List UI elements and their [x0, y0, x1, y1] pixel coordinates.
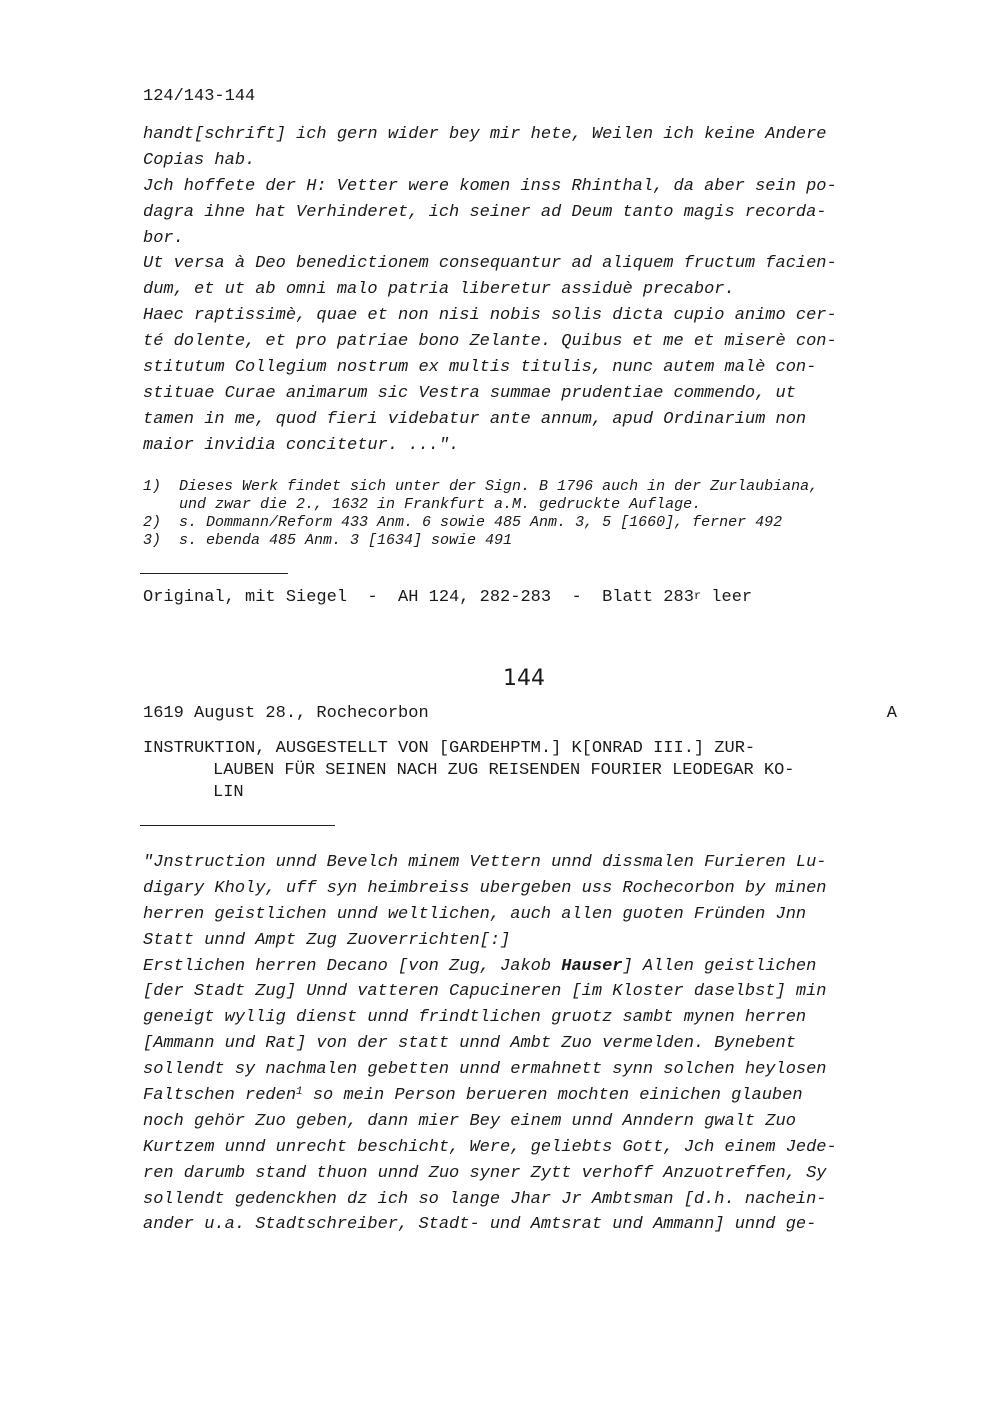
text-line: herren geistlichen unnd weltlichen, auch allen guoten Fründen Jnn [143, 904, 807, 924]
footnote-number: 1) [143, 478, 162, 495]
text-line: stitutum Collegium nostrum ex multis titulis, nunc autem malè con- [143, 358, 817, 378]
text-line: bor. [143, 228, 184, 248]
text-segment: Erstlichen herren Decano [von Zug, Jakob [143, 956, 562, 976]
text-line: dum, et ut ab omni malo patria liberetur assiduè precabor. [143, 280, 735, 300]
text-line: stituae Curae animarum sic Vestra summae prudentiae commendo, ut [143, 383, 796, 403]
footnote-number: 2) [143, 514, 162, 531]
text-segment: Faltschen reden [143, 1086, 297, 1106]
text-line: [Ammann und Rat] von der statt unnd Ambt Zuo vermelden. Bynebent [143, 1034, 796, 1054]
text-line: Ut versa à Deo benedictionem consequantur ad aliquem fructum facien- [143, 254, 837, 274]
text-line: sollendt sy nachmalen gebetten unnd ermahnett synn solchen heylosen [143, 1060, 827, 1080]
source-superscript: r [693, 589, 702, 603]
source-note [143, 587, 752, 609]
text-segment: so mein Person berueren mochten einichen glauben [302, 1086, 803, 1106]
page-reference: 124/143-144 [143, 87, 256, 106]
text-line: Copias hab. [143, 150, 256, 170]
text-line: tamen in me, quod fieri videbatur ante annum, apud Ordinarium non [143, 409, 807, 429]
text-line: maior invidia concitetur. ...". [143, 435, 460, 455]
document-marker: A [886, 704, 897, 723]
text-line: té dolente, et pro patriae bono Zelante. Quibus et me et miserè con- [143, 332, 837, 352]
footnote-1 [143, 478, 923, 496]
person-name: Hauser [561, 956, 623, 976]
text-line: ren darumb stand thuon unnd Zuo syner Zytt verhoff Anzuotreffen, Sy [143, 1163, 827, 1183]
text-line: digary Kholy, uff syn heimbreiss ubergeben uss Rochecorbon by minen [143, 878, 827, 898]
footnote-ref: 1 [296, 1086, 303, 1099]
text-line: dagra ihne hat Verhinderet, ich seiner ad Deum tanto magis recorda- [143, 202, 827, 222]
title-line: LIN [213, 783, 244, 802]
text-line: noch gehör Zuo geben, dann mier Bey einem unnd Anndern gwalt Zuo [143, 1111, 796, 1131]
text-line: Kurtzem unnd unrecht beschicht, Were, geliebts Gott, Jch einem Jede- [143, 1137, 837, 1157]
source-suffix: leer [701, 588, 753, 607]
text-line [143, 1083, 923, 1109]
text-line: ander u.a. Stadtschreiber, Stadt- und Amtsrat und Ammann] unnd ge- [143, 1215, 817, 1235]
footnote-text: s. Dommann/Reform 433 Anm. 6 sowie 485 Anm. 3, 5 [1660], ferner 492 [179, 514, 783, 531]
title-line: INSTRUKTION, AUSGESTELLT VON [GARDEHPTM.] K[ONRAD III.] ZUR- [143, 739, 756, 758]
text-line: handt[schrift] ich gern wider bey mir hete, Weilen ich keine Andere [143, 125, 827, 144]
text-line: "Jnstruction unnd Bevelch minem Vettern unnd dissmalen Furieren Lu- [143, 853, 827, 872]
date-place: 1619 August 28., Rochecorbon [143, 704, 429, 723]
footnote-1-continued: und zwar die 2., 1632 in Frankfurt a.M. gedruckte Auflage. [179, 496, 702, 513]
footnote-number: 3) [143, 532, 162, 549]
footnote-text: s. ebenda 485 Anm. 3 [1634] sowie 491 [179, 532, 513, 549]
text-line [143, 954, 923, 980]
text-line: sollendt gedenckhen dz ich so lange Jhar Jr Ambtsman [d.h. nachein- [143, 1189, 827, 1209]
document-title [143, 738, 933, 804]
text-line: Haec raptissimè, quae et non nisi nobis solis dicta cupio animo cer- [143, 306, 837, 326]
text-line: Jch hoffete der H: Vetter were komen inss Rhinthal, da aber sein po- [143, 176, 837, 196]
text-line: geneigt wyllig dienst unnd frindtlichen gruotz sambt mynen herren [143, 1008, 807, 1028]
footnote-text: Dieses Werk findet sich unter der Sign. B 1796 auch in der Zurlaubiana, [179, 478, 819, 495]
source-text: Original, mit Siegel - AH 124, 282-283 - Blatt 283 [143, 588, 694, 607]
text-line: Statt unnd Ampt Zug Zuoverrichten[:] [143, 930, 511, 950]
title-divider [140, 825, 335, 826]
title-line: LAUBEN FÜR SEINEN NACH ZUG REISENDEN FOURIER LEODEGAR KO- [213, 761, 795, 780]
instruction-text [143, 850, 923, 1238]
text-segment: ] Allen geistlichen [622, 956, 817, 976]
footnote-3 [143, 532, 923, 550]
section-divider [140, 573, 288, 574]
letter-text [143, 122, 923, 459]
date-line [143, 703, 897, 725]
footnote-2 [143, 514, 923, 532]
footnotes [143, 478, 923, 550]
document-number: 144 [503, 666, 545, 691]
text-line: [der Stadt Zug] Unnd vatteren Capucineren [im Kloster daselbst] min [143, 982, 827, 1002]
